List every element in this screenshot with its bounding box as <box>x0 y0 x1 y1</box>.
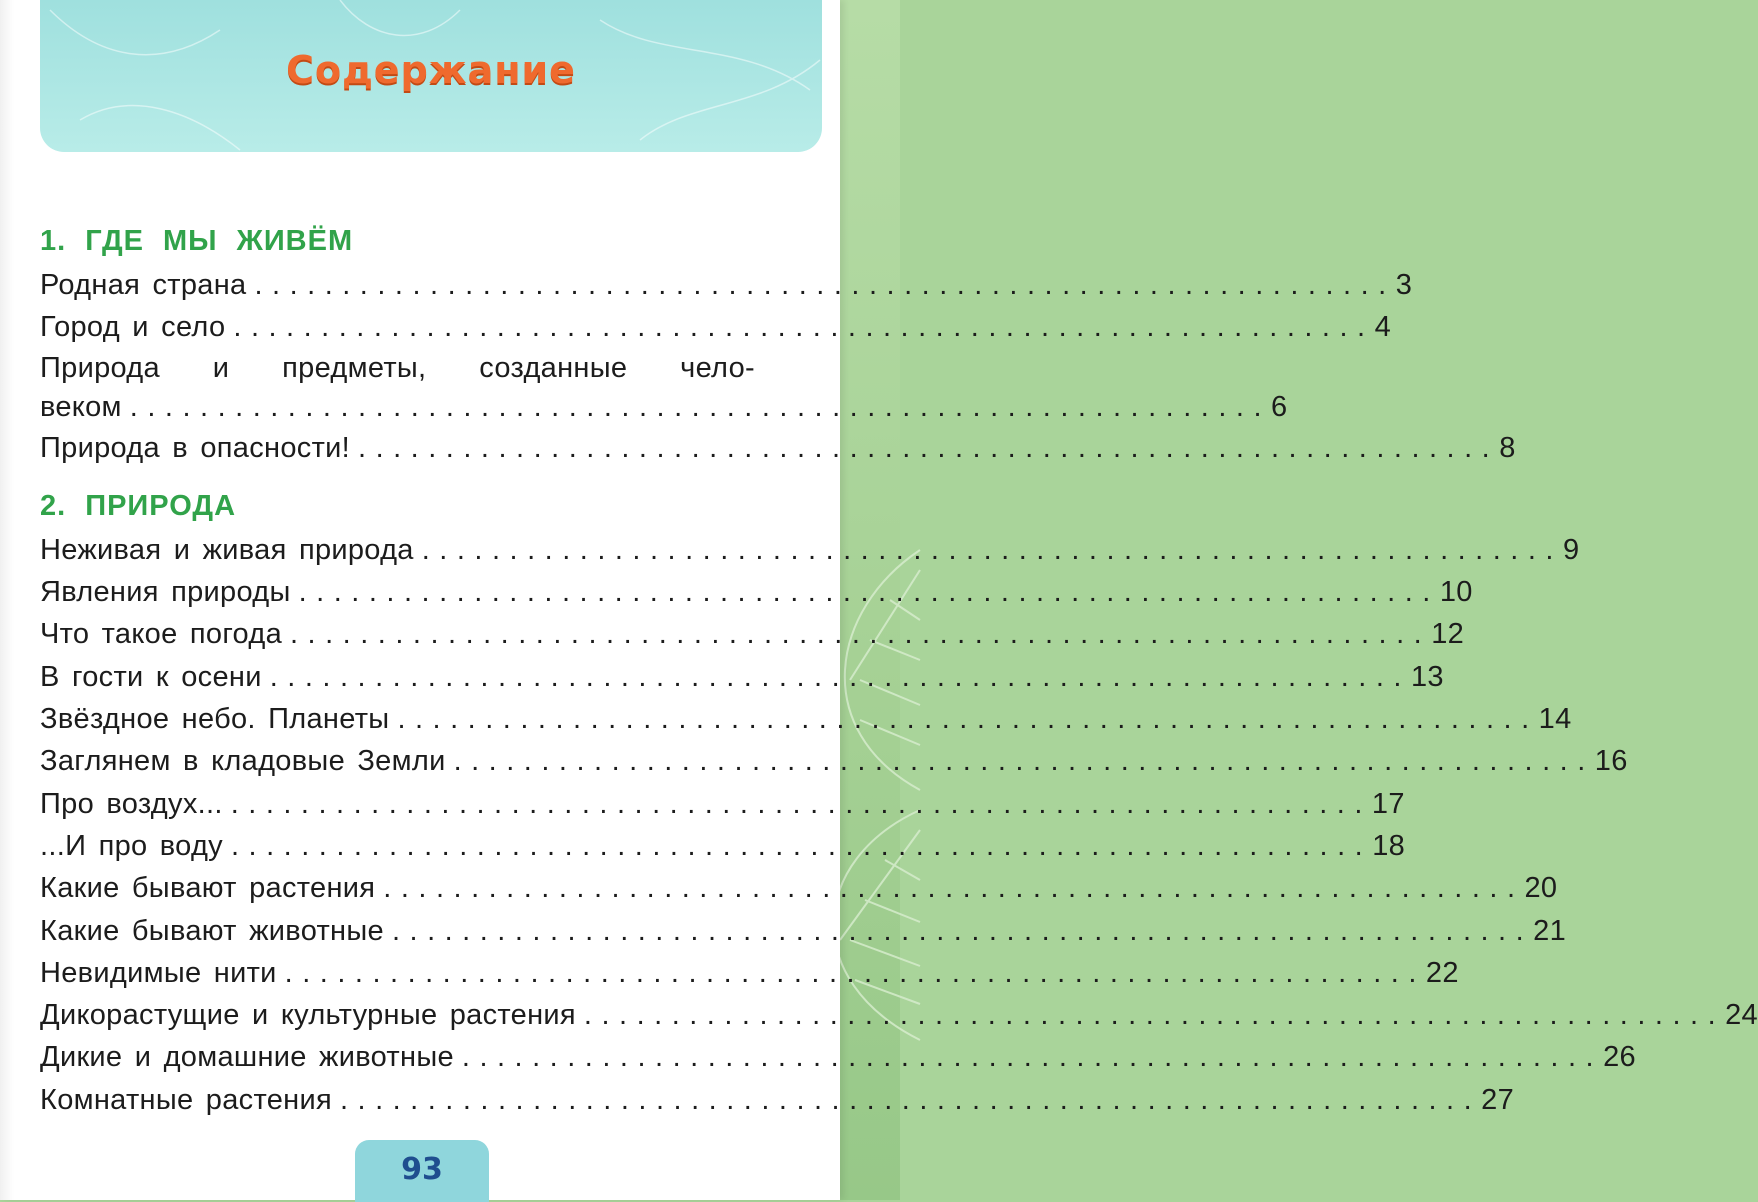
toc-entry-name: Дикие и домашние животные <box>40 1041 454 1074</box>
dot-leader: ................................................................. <box>254 269 1396 301</box>
toc-entry <box>40 571 1473 613</box>
toc-entry-multiline <box>40 349 1288 427</box>
toc-entry-page: 27 <box>1481 1083 1515 1116</box>
toc-entry-name: Родная страна <box>40 269 247 301</box>
toc-entry-page: 18 <box>1372 829 1406 862</box>
toc-entry <box>40 825 1406 867</box>
page-number-tab <box>355 1140 489 1202</box>
toc-entry <box>40 656 1444 698</box>
dot-leader: ................................................................. <box>421 533 1563 566</box>
dot-leader: ................................................................. <box>391 914 1534 947</box>
dot-leader: ................................................................. <box>284 956 1426 989</box>
toc-entry-name: Звёздное небо. Планеты <box>40 703 390 736</box>
toc-entry-name: Неживая и живая природа <box>40 533 414 566</box>
toc-entry-name: Заглянем в кладовые Земли <box>40 745 446 778</box>
toc-entry-page: 12 <box>1431 618 1465 651</box>
toc-entry <box>40 740 1628 782</box>
dot-leader: ................................................................. <box>358 431 1500 464</box>
toc-entry-page: 16 <box>1594 745 1628 778</box>
toc-entry <box>40 952 1459 994</box>
toc-entry <box>40 613 1465 655</box>
dot-leader: ................................................................. <box>583 999 1726 1032</box>
toc-entry-page: 17 <box>1371 787 1405 820</box>
toc-entry-name: Что такое погода <box>40 618 282 651</box>
toc-entry-name-line1: Природа и предметы, созданные чело- <box>40 351 755 384</box>
toc-entry-page: 21 <box>1533 914 1567 947</box>
toc-entry <box>40 529 1580 571</box>
toc-entry-page: 3 <box>1395 269 1413 301</box>
table-of-contents <box>40 218 1758 1121</box>
toc-entry-name: Какие бывают растения <box>40 872 376 905</box>
toc-entry-line2 <box>40 387 1288 427</box>
dot-leader: ................................................................. <box>290 618 1432 651</box>
dot-leader: ................................................................. <box>230 787 1372 820</box>
section-title-2: 2. ПРИРОДА <box>40 489 237 522</box>
section-title-1: 1. ГДЕ МЫ ЖИВЁМ <box>40 225 354 257</box>
toc-entry-page: 8 <box>1499 431 1516 464</box>
toc-entry-name: Комнатные растения <box>40 1083 332 1116</box>
toc-entry-page: 20 <box>1524 872 1558 905</box>
toc-entry-name-line2: веком <box>40 390 122 423</box>
toc-entry <box>40 264 1413 306</box>
toc-entry-name: Город и село <box>40 311 226 344</box>
toc-entry <box>40 783 1405 825</box>
toc-entry <box>40 1036 1636 1078</box>
dot-leader: ................................................................. <box>230 829 1373 862</box>
toc-entry-page: 4 <box>1374 311 1392 344</box>
toc-entry-page: 26 <box>1603 1041 1636 1074</box>
toc-entry-name: Явления природы <box>40 576 291 609</box>
toc-entry-page: 6 <box>1271 390 1288 423</box>
dot-leader: ................................................................. <box>461 1041 1604 1074</box>
dot-leader: ................................................................. <box>383 872 1525 905</box>
toc-entry-page: 13 <box>1410 660 1444 693</box>
dot-leader: ................................................................. <box>453 745 1595 778</box>
toc-entry <box>40 306 1392 348</box>
dot-leader: ................................................................. <box>233 311 1375 344</box>
toc-entry-name: Дикорастущие и культурные растения <box>40 999 576 1032</box>
toc-entry-name: Какие бывают животные <box>40 914 384 947</box>
toc-entry <box>40 1079 1515 1121</box>
dot-leader: ................................................................. <box>269 660 1411 693</box>
toc-entry-name: В гости к осени <box>40 660 262 693</box>
toc-entry <box>40 427 1516 469</box>
dot-leader: ................................................................. <box>339 1083 1482 1116</box>
toc-entry-page: 24 <box>1725 999 1758 1032</box>
page-title: Содержание <box>286 48 576 92</box>
toc-entry-name: Природа в опасности! <box>40 431 351 464</box>
header-band <box>40 0 822 152</box>
page-number: 93 <box>401 1152 443 1187</box>
toc-entry <box>40 698 1572 740</box>
toc-entry-page: 9 <box>1562 533 1580 566</box>
toc-entry-name: Невидимые нити <box>40 956 277 989</box>
toc-entry-page: 10 <box>1439 576 1473 609</box>
toc-entry-name: Про воздух... <box>40 787 223 820</box>
dot-leader: ................................................................. <box>397 703 1539 736</box>
toc-entry-name: ...И про воду <box>40 829 223 862</box>
dot-leader: ................................................................. <box>298 576 1440 609</box>
dot-leader: ................................................................. <box>129 390 1272 423</box>
toc-entry-page: 14 <box>1538 703 1572 736</box>
toc-entry <box>40 994 1758 1036</box>
toc-entry-page: 22 <box>1425 956 1459 989</box>
toc-entry <box>40 867 1558 909</box>
toc-entry <box>40 910 1567 952</box>
